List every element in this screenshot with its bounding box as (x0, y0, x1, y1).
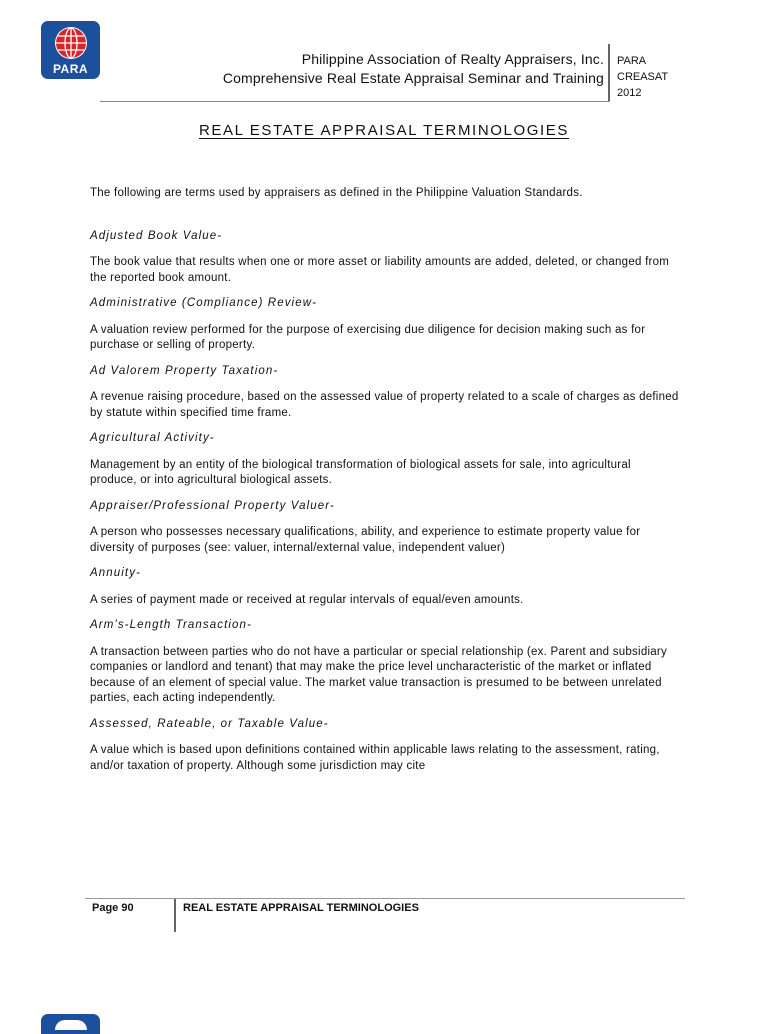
side-tag-line: PARA (617, 55, 647, 67)
term-heading: Arm’s-Length Transaction- (90, 619, 252, 631)
term-definition: Management by an entity of the biological transformation of biological assets for sale, into agricultural produce, or into agricultural biological assets. (90, 458, 631, 486)
footer-section-title: REAL ESTATE APPRAISAL TERMINOLOGIES (183, 902, 419, 914)
next-page-logo (41, 1014, 100, 1034)
para-logo (41, 21, 100, 79)
term-definition: A valuation review performed for the purpose of exercising due diligence for decision making such as for purchase or selling of property. (90, 323, 646, 351)
page-title: REAL ESTATE APPRAISAL TERMINOLOGIES (199, 122, 569, 139)
term-definition: The book value that results when one or more asset or liability amounts are added, deleted, or changed from the reported book amount. (90, 256, 670, 284)
term-definition: A value which is based upon definitions contained within applicable laws relating to the assessment, rating, and/or taxation of property. Although some jurisdiction may cite (90, 744, 660, 772)
term-heading: Administrative (Compliance) Review- (90, 297, 318, 309)
term-heading: Appraiser/Professional Property Valuer- (90, 499, 335, 512)
term-heading: Annuity- (90, 567, 141, 579)
term-definition: A revenue raising procedure, based on the assessed value of property related to a scale of charges as defined by statute within specified time frame. (90, 391, 679, 419)
term-definition: A series of payment made or received at regular intervals of equal/even amounts. (90, 593, 524, 606)
header-organization: Philippine Association of Realty Appraisers, Inc. (301, 51, 604, 67)
term-definition: A person who possesses necessary qualifications, ability, and experience to estimate property value for diversity of purposes (see: valuer, internal/external value, independent valuer) (90, 526, 641, 554)
logo-text: PARA (52, 62, 89, 76)
document-header (223, 50, 604, 88)
globe-icon (55, 27, 87, 59)
intro-paragraph: The following are terms used by appraisers as defined in the Philippine Valuation Standards. (90, 187, 583, 199)
term-heading: Agricultural Activity- (90, 432, 215, 444)
term-heading: Assessed, Rateable, or Taxable Value- (90, 717, 329, 730)
side-tag (617, 53, 668, 101)
term-heading: Adjusted Book Value- (90, 229, 223, 242)
footer-divider (174, 899, 176, 932)
header-rule (100, 101, 610, 102)
footer-page-number: Page 90 (92, 902, 134, 914)
document-body (90, 186, 680, 784)
side-tag-line: 2012 (617, 87, 642, 99)
side-tag-line: CREASAT (617, 71, 669, 83)
term-definition: A transaction between parties who do not have a particular or special relationship (ex. Parent and subsidiary companies or landlord and tenant) that may make the price level uncharacteristic of the market or inflated because of an element of special value. The market value transaction is presumed to be between unrelated parties, each acting independently. (90, 645, 668, 704)
header-divider (608, 44, 610, 102)
term-heading: Ad Valorem Property Taxation- (90, 364, 279, 377)
header-program: Comprehensive Real Estate Appraisal Seminar and Training (222, 70, 604, 86)
logo-fragment (55, 1020, 87, 1030)
